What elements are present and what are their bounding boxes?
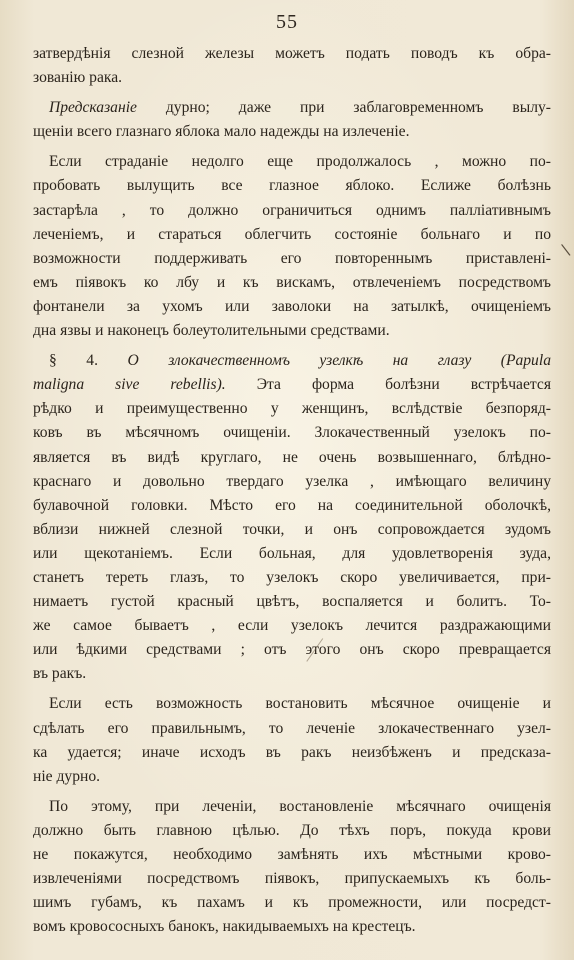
section-heading-latin: maligna sive rebellis).	[33, 376, 226, 394]
text-line: ковъ въ мѣсячномъ очищеніи. Злокачественный узелокъ по-	[33, 424, 551, 442]
text-line: зованію рака.	[33, 69, 123, 87]
text-line: не покажутся, необходимо замѣнять ихъ мѣстными крово-	[33, 846, 551, 863]
text-line: По этому, при леченіи, востановленіе мѣсячнаго очищенія	[49, 797, 551, 815]
text-line	[33, 373, 551, 397]
page-body-text	[33, 42, 551, 945]
margin-pencil-mark: \	[559, 239, 572, 260]
text-line: затвердѣнія слезной железы можетъ подать поводъ къ обра-	[33, 45, 551, 62]
section-mark: § 4.	[49, 352, 98, 370]
paragraph-leeches	[33, 795, 551, 940]
text-line: леченіемъ, и стараться облегчить состояніе больнаго и по	[33, 225, 551, 243]
text-line: сдѣлать его правильнымъ, то леченіе злокачественнаго узел-	[33, 719, 551, 737]
section-heading-line	[33, 349, 551, 373]
text-line: возможности поддерживать его повтореннымъ приставлені-	[33, 249, 551, 267]
section-4	[33, 349, 551, 686]
text-line: Если есть возможность востановить мѣсячное очищеніе и	[49, 695, 551, 713]
text-line: должно быть главною цѣлью. До тѣхъ поръ, покуда крови	[33, 821, 551, 839]
text-fragment: Эта форма болѣзни встрѣчается	[225, 376, 551, 394]
text-line: нимаетъ густой красный цвѣтъ, воспаляется и болитъ. То-	[33, 593, 551, 611]
text-line: является въ видѣ круглаго, не очень возвышеннаго, блѣдно-	[33, 448, 551, 466]
italic-term-prognosis: Предсказаніе	[49, 99, 137, 117]
text-line: Если страданіе недолго еще продолжалось , можно по-	[49, 153, 551, 171]
paragraph-prognosis	[33, 96, 551, 144]
text-line: вблизи нижней слезной точки, и онъ сопровождается зудомъ	[33, 520, 551, 538]
text-line: краснаго и довольно твердаго узелка , имѣющаго величину	[33, 472, 551, 490]
text-line: въ ракъ.	[33, 665, 87, 683]
text-line	[33, 96, 551, 120]
text-line: булавочной головки. Мѣсто его на соединительной оболочкѣ,	[33, 496, 551, 514]
text-line: вомъ кровососныхъ банокъ, накидываемыхъ на крестецъ.	[33, 918, 416, 936]
text-line: дна язвы и наконецъ болеутолительными средствами.	[33, 322, 390, 340]
text-line: или ѣдкими средствами ; отъ этого онъ скоро превращается	[33, 641, 551, 659]
paragraph-1	[33, 42, 551, 90]
text-line: емъ піявокъ ко лбу и къ вискамъ, отвлеченіемъ посредствомъ	[33, 273, 551, 291]
text-line: щеніи всего глазнаго яблока мало надежды на излеченіе.	[33, 123, 410, 141]
text-line: шимъ губамъ, къ пахамъ и къ промежности, или посредст-	[33, 894, 551, 912]
text-line: или щекотаніемъ. Если больная, для удовлетворенія зуда,	[33, 544, 551, 562]
paragraph-treatment	[33, 150, 551, 343]
text-line: застарѣла , то должно ограничиться однимъ палліативнымъ	[33, 201, 551, 219]
page-number: 55	[276, 11, 298, 33]
paragraph-menstruation	[33, 692, 551, 788]
text-line: станетъ тереть глазъ, то узелокъ скоро увеличивается, при-	[33, 568, 551, 586]
text-line: пробовать вылущить все глазное яблоко. Еслиже болѣзнь	[33, 177, 551, 195]
text-line: извлеченіями посредствомъ піявокъ, припускаемыхъ къ боль-	[33, 870, 551, 888]
text-line: рѣдко и преимущественно у женщинъ, вслѣдствіе безпоряд-	[33, 400, 551, 418]
text-line: же самое бываетъ , если узелокъ лечится раздражающими	[33, 617, 551, 635]
text-fragment: дурно; даже при заблаговременномъ вылу-	[136, 99, 551, 117]
text-line: фонтанели за ухомъ или заволоки на затылкѣ, очищеніемъ	[33, 297, 551, 315]
section-heading-title: О злокачественномъ узелкѣ на глазу (Papula	[127, 352, 551, 370]
text-line: ка удается; иначе исходъ въ ракъ неизбѣженъ и предсказа-	[33, 743, 551, 761]
text-line: ніе дурно.	[33, 767, 101, 785]
